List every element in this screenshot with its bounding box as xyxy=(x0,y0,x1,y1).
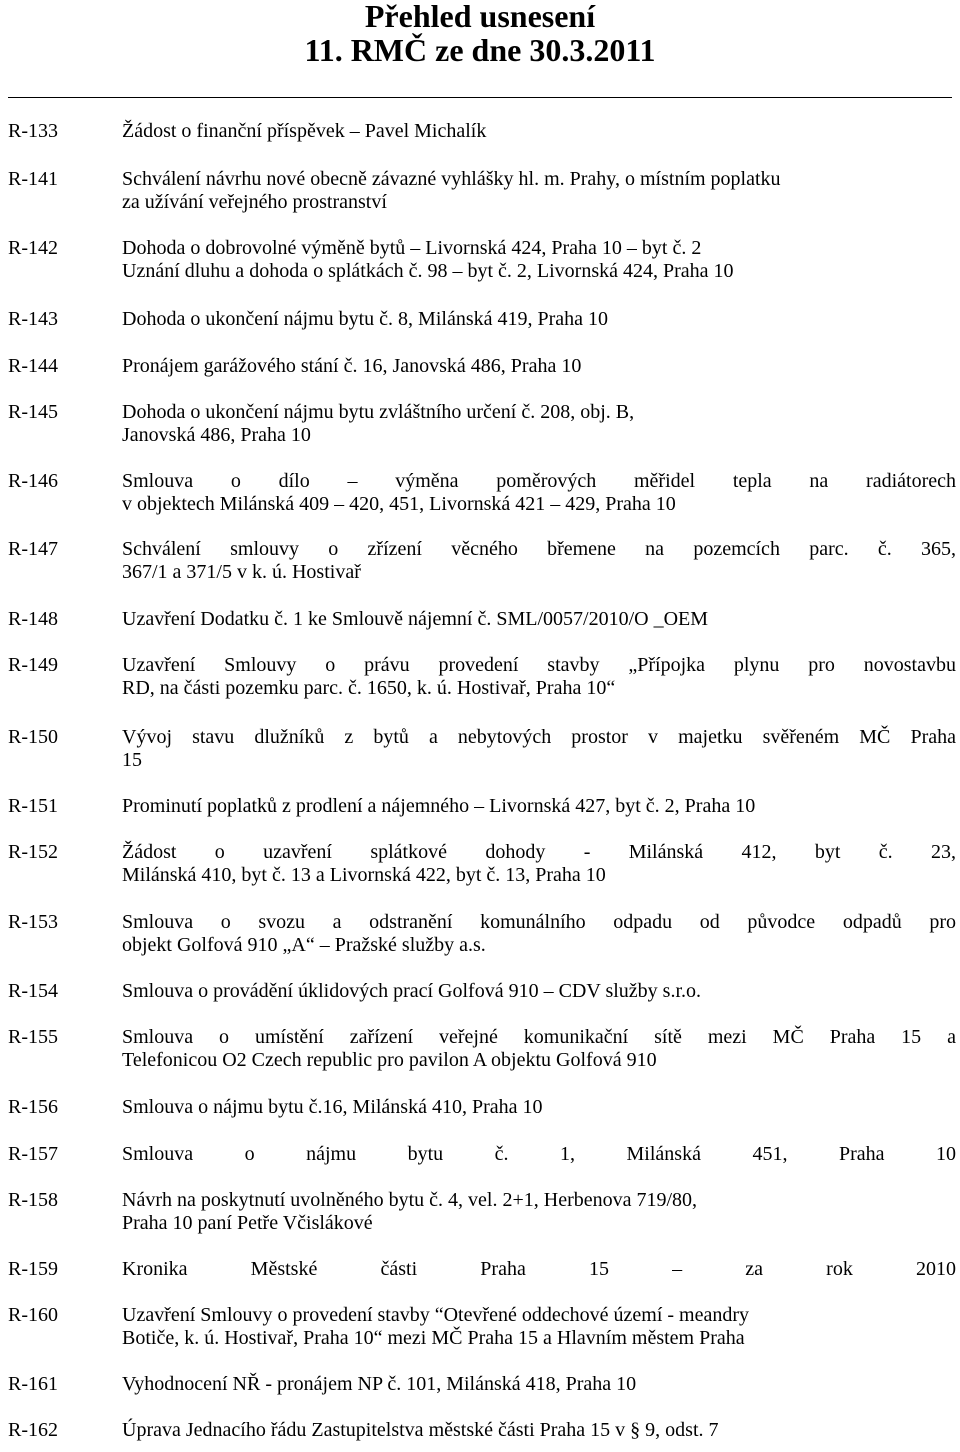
resolution-text xyxy=(122,1096,956,1119)
resolution-number: R-141 xyxy=(8,168,58,190)
resolution-number: R-133 xyxy=(8,120,58,142)
resolution-text xyxy=(122,355,956,378)
resolution-text xyxy=(122,470,956,516)
resolution-text-line: Kronika Městské části Praha 15 – za rok 2010 xyxy=(122,1258,956,1280)
resolution-text-line: Smlouva o dílo – výměna poměrových měřidel tepla na radiátorech xyxy=(122,470,956,492)
resolution-text xyxy=(122,237,956,283)
resolution-text-line: Prominutí poplatků z prodlení a nájemného – Livornská 427, byt č. 2, Praha 10 xyxy=(122,795,756,817)
resolution-text-line: Smlouva o provádění úklidových prací Golfová 910 – CDV služby s.r.o. xyxy=(122,980,702,1002)
resolution-text-line: za užívání veřejného prostranství xyxy=(122,191,387,213)
resolution-text-line: Smlouva o nájmu bytu č. 1, Milánská 451, Praha 10 xyxy=(122,1143,956,1165)
resolution-text-line: Úprava Jednacího řádu Zastupitelstva městské části Praha 15 v § 9, odst. 7 xyxy=(122,1419,719,1441)
resolution-text xyxy=(122,1373,956,1396)
resolution-text-line: Uzavření Smlouvy o právu provedení stavby „Přípojka plynu pro novostavbu xyxy=(122,654,956,676)
resolution-text-line: RD, na části pozemku parc. č. 1650, k. ú. Hostivař, Praha 10“ xyxy=(122,677,616,699)
resolution-text-line: Vývoj stavu dlužníků z bytů a nebytových prostor v majetku svěřeném MČ Praha xyxy=(122,726,956,748)
resolution-text-line: Dohoda o ukončení nájmu bytu č. 8, Milánská 419, Praha 10 xyxy=(122,308,609,330)
resolution-text xyxy=(122,308,956,331)
resolution-text-line: Smlouva o nájmu bytu č.16, Milánská 410, Praha 10 xyxy=(122,1096,543,1118)
resolution-text xyxy=(122,401,956,447)
page-title-line-1: Přehled usnesení xyxy=(364,0,596,34)
resolution-text-line: Schválení smlouvy o zřízení věcného břemene na pozemcích parc. č. 365, xyxy=(122,538,956,560)
resolution-text-line: Návrh na poskytnutí uvolněného bytu č. 4, vel. 2+1, Herbenova 719/80, xyxy=(122,1189,698,1211)
resolution-text xyxy=(122,726,956,772)
resolution-text-line: Uzavření Dodatku č. 1 ke Smlouvě nájemní č. SML/0057/2010/O _OEM xyxy=(122,608,709,630)
resolution-text-line: Milánská 410, byt č. 13 a Livornská 422, byt č. 13, Praha 10 xyxy=(122,864,606,886)
resolution-text-line: Praha 10 paní Petře Včislákové xyxy=(122,1212,373,1234)
resolution-text-line: 15 xyxy=(122,749,142,771)
resolution-text-line: Uzavření Smlouvy o provedení stavby “Otevřené oddechové území - meandry xyxy=(122,1304,750,1326)
resolution-text-line: Pronájem garážového stání č. 16, Janovská 486, Praha 10 xyxy=(122,355,582,377)
resolution-number: R-148 xyxy=(8,608,58,630)
resolution-text xyxy=(122,654,956,700)
resolution-text-line: Smlouva o umístění zařízení veřejné komunikační sítě mezi MČ Praha 15 a xyxy=(122,1026,956,1048)
resolution-text-line: Schválení návrhu nové obecně závazné vyhlášky hl. m. Prahy, o místním poplatku xyxy=(122,168,781,190)
resolution-text-line: Janovská 486, Praha 10 xyxy=(122,424,311,446)
resolution-text-line: Dohoda o dobrovolné výměně bytů – Livornská 424, Praha 10 – byt č. 2 xyxy=(122,237,702,259)
resolution-text xyxy=(122,911,956,957)
resolution-number: R-159 xyxy=(8,1258,58,1280)
resolution-text xyxy=(122,1258,956,1281)
resolution-number: R-143 xyxy=(8,308,58,330)
resolution-text xyxy=(122,1419,956,1442)
resolution-number: R-161 xyxy=(8,1373,58,1395)
resolution-text-line: 367/1 a 371/5 v k. ú. Hostivař xyxy=(122,561,361,583)
resolution-text-line: Telefonicou O2 Czech republic pro pavilon A objektu Golfová 910 xyxy=(122,1049,657,1071)
resolution-text-line: Žádost o finanční příspěvek – Pavel Michalík xyxy=(122,120,487,142)
resolution-text-line: Smlouva o svozu a odstranění komunálního odpadu od původce odpadů pro xyxy=(122,911,956,933)
resolution-number: R-142 xyxy=(8,237,58,259)
resolution-number: R-150 xyxy=(8,726,58,748)
resolution-text xyxy=(122,1026,956,1072)
resolution-text-line: Botiče, k. ú. Hostivař, Praha 10“ mezi MČ Praha 15 a Hlavním městem Praha xyxy=(122,1327,745,1349)
resolution-text-line: Žádost o uzavření splátkové dohody - Milánská 412, byt č. 23, xyxy=(122,841,956,863)
resolution-text xyxy=(122,841,956,887)
resolution-number: R-153 xyxy=(8,911,58,933)
resolution-text xyxy=(122,1143,956,1166)
resolution-text-line: objekt Golfová 910 „A“ – Pražské služby a.s. xyxy=(122,934,486,956)
resolution-number: R-160 xyxy=(8,1304,58,1326)
resolution-text-line: Vyhodnocení NŘ - pronájem NP č. 101, Milánská 418, Praha 10 xyxy=(122,1373,637,1395)
resolution-text xyxy=(122,795,956,818)
resolution-number: R-152 xyxy=(8,841,58,863)
resolution-number: R-154 xyxy=(8,980,58,1002)
resolution-number: R-146 xyxy=(8,470,58,492)
resolution-text xyxy=(122,120,956,143)
resolution-text xyxy=(122,168,956,214)
resolution-text xyxy=(122,1189,956,1235)
resolution-text-line: Uznání dluhu a dohoda o splátkách č. 98 – byt č. 2, Livornská 424, Praha 10 xyxy=(122,260,734,282)
resolution-number: R-155 xyxy=(8,1026,58,1048)
resolution-number: R-162 xyxy=(8,1419,58,1441)
resolution-number: R-144 xyxy=(8,355,58,377)
page-title-line-2: 11. RMČ ze dne 30.3.2011 xyxy=(304,32,656,68)
resolution-text xyxy=(122,980,956,1003)
resolution-number: R-149 xyxy=(8,654,58,676)
resolution-text-line: v objektech Milánská 409 – 420, 451, Livornská 421 – 429, Praha 10 xyxy=(122,493,676,515)
resolution-number: R-158 xyxy=(8,1189,58,1211)
resolution-text xyxy=(122,1304,956,1350)
resolution-text-line: Dohoda o ukončení nájmu bytu zvláštního určení č. 208, obj. B, xyxy=(122,401,635,423)
resolution-text xyxy=(122,608,956,631)
resolution-number: R-145 xyxy=(8,401,58,423)
resolution-number: R-157 xyxy=(8,1143,58,1165)
title-underline-divider xyxy=(8,97,952,98)
resolution-text xyxy=(122,538,956,584)
resolution-number: R-156 xyxy=(8,1096,58,1118)
resolution-number: R-147 xyxy=(8,538,58,560)
resolution-number: R-151 xyxy=(8,795,58,817)
